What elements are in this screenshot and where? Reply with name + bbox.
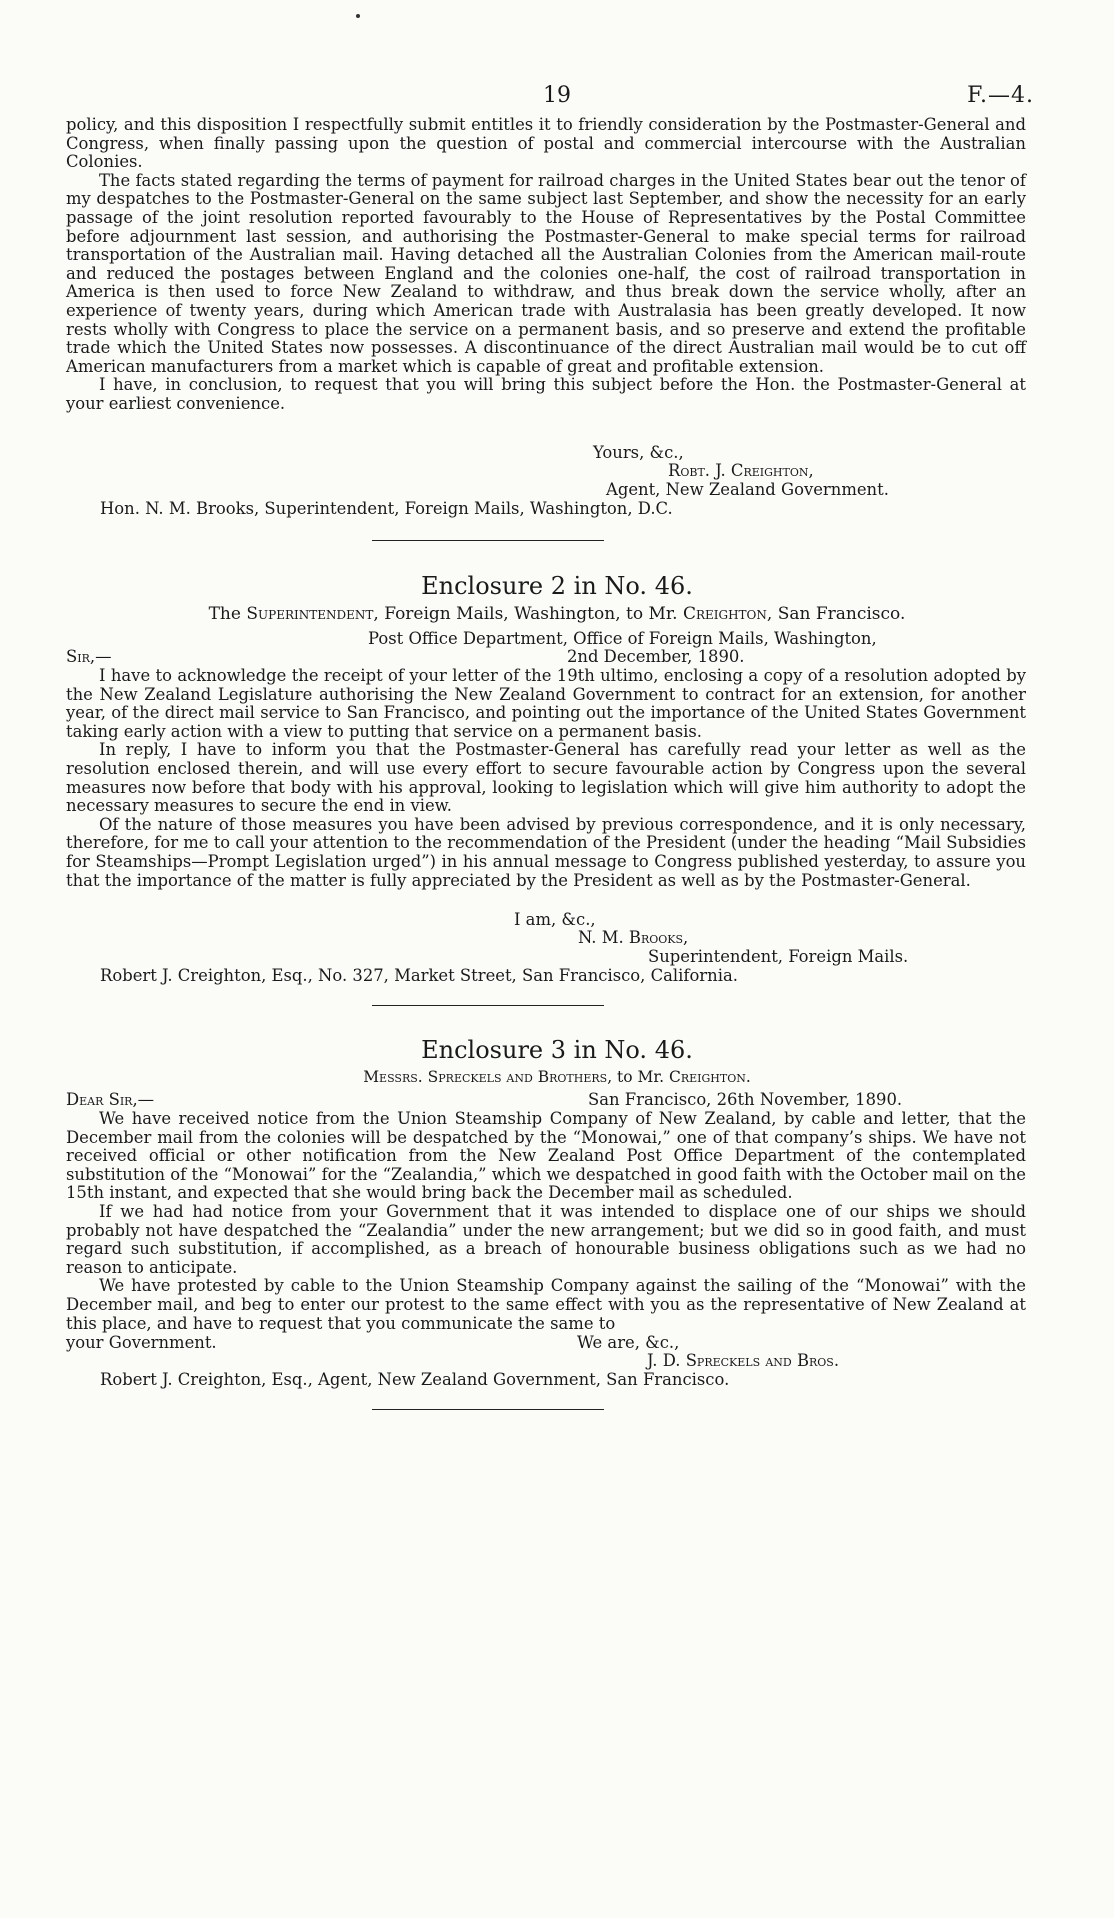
enclosure2-subheading: The Superintendent, Foreign Mails, Washington, to Mr. Creighton, San Francisco.: [208, 604, 906, 624]
section-divider: [372, 1005, 604, 1006]
letter1-addressee: Hon. N. M. Brooks, Superintendent, Foreign Mails, Washington, D.C.: [100, 499, 673, 518]
enclosure2-addressee: Robert J. Creighton, Esq., No. 327, Market Street, San Francisco, California.: [100, 966, 738, 985]
enclosure3-signer: J. D. Spreckels and Bros.: [647, 1351, 840, 1370]
letter1-paragraph: I have, in conclusion, to request that you will bring this subject before the Hon. the Postmaster-General at your earliest convenience.: [66, 375, 1026, 413]
enclosure3-closing: We are, &c.,: [577, 1333, 680, 1352]
enclosure2-signer: N. M. Brooks,: [578, 928, 689, 947]
section-divider: [372, 1409, 604, 1410]
enclosure3-salutation: Dear Sir,—: [66, 1090, 155, 1109]
page-number: 19: [543, 83, 571, 108]
enclosure3-subheading: Messrs. Spreckels and Brothers, to Mr. Creighton.: [363, 1068, 751, 1086]
section-divider: [372, 540, 604, 541]
enclosure2-salutation: Sir,—: [66, 647, 112, 666]
enclosure2-heading: Enclosure 2 in No. 46.: [421, 572, 693, 600]
enclosure2-closing: I am, &c.,: [514, 910, 596, 929]
document-reference: F.—4.: [967, 83, 1034, 108]
enclosure2-paragraph: In reply, I have to inform you that the Postmaster-General has carefully read your letter as well as the resolution enclosed therein, and will use every effort to secure favourable action by Congress upon the several measures now before that body with his approval, looking to legislation which will give him authority to adopt the necessary measures to secure the end in view.: [66, 740, 1026, 816]
letter1-body: [66, 116, 1026, 414]
enclosure3-date: San Francisco, 26th November, 1890.: [588, 1090, 903, 1109]
letter1-signer: Robt. J. Creighton,: [668, 461, 814, 480]
enclosure2-date: 2nd December, 1890.: [567, 647, 745, 666]
enclosure2-address: Post Office Department, Office of Foreign Mails, Washington,: [368, 629, 877, 648]
letter1-paragraph: policy, and this disposition I respectfully submit entitles it to friendly consideration by the Postmaster-General and Congress, when finally passing upon the question of postal and commercial intercourse with the Australian Colonies.: [66, 115, 1026, 172]
enclosure3-heading: Enclosure 3 in No. 46.: [421, 1036, 693, 1064]
enclosure2-title: Superintendent, Foreign Mails.: [648, 947, 909, 966]
enclosure2-paragraph: I have to acknowledge the receipt of your letter of the 19th ultimo, enclosing a copy of a resolution adopted by the New Zealand Legislature authorising the New Zealand Government to contract for an extension, for another year, of the direct mail service to San Francisco, and pointing out the importance of the United States Government taking early action with a view to putting that service on a permanent basis.: [66, 666, 1026, 741]
enclosure3-paragraph: If we had had notice from your Government that it was intended to displace one of our ships we should probably not have despatched the “Zealandia” under the new arrangement; but we did so in good faith, and must regard such substitution, if accomplished, as a breach of honourable business obligations such as we had no reason to anticipate.: [66, 1201, 1026, 1277]
enclosure2-body: [66, 667, 1026, 890]
enclosure3-paragraph: We have protested by cable to the Union Steamship Company against the sailing of the “Monowai” with the December mail, and beg to enter our protest to the same effect with you as the representative of New Zealand at this place, and have to request that you communicate the same to: [66, 1276, 1026, 1333]
letter1-title: Agent, New Zealand Government.: [606, 480, 889, 499]
enclosure3-addressee: Robert J. Creighton, Esq., Agent, New Zealand Government, San Francisco.: [100, 1370, 730, 1389]
enclosure3-last-line: your Government.: [66, 1333, 217, 1352]
letter1-closing: Yours, &c.,: [593, 443, 684, 462]
ink-speck: [356, 14, 360, 18]
enclosure3-body: [66, 1110, 1026, 1333]
enclosure3-paragraph: We have received notice from the Union Steamship Company of New Zealand, by cable and letter, that the December mail from the colonies will be despatched by the “Monowai,” one of that company’s ships. We have not received official or other notification from the New Zealand Post Office Department of the contemplated substitution of the “Monowai” for the “Zealandia,” which we despatched in good faith with the October mail on the 15th instant, and expected that she would bring back the December mail as scheduled.: [66, 1109, 1026, 1203]
letter1-paragraph: The facts stated regarding the terms of payment for railroad charges in the United States bear out the tenor of my despatches to the Postmaster-General on the same subject last September, and show the necessity for an early passage of the joint resolution reported favourably to the House of Representatives by the Postal Committee before adjournment last session, and authorising the Postmaster-General to make special terms for railroad transportation of the Australian mail. Having detached all the Australian Colonies from the American mail-route and reduced the postages between England and the colonies one-half, the cost of railroad transportation in America is then used to force New Zealand to withdraw, and thus break down the service wholly, after an experience of twenty years, during which American trade with Australasia has been greatly developed. It now rests wholly with Congress to place the service on a permanent basis, and so preserve and extend the profitable trade which the United States now possesses. A discontinuance of the direct Australian mail would be to cut off American manufacturers from a market which is capable of great and profitable extension.: [66, 170, 1026, 376]
enclosure2-paragraph: Of the nature of those measures you have been advised by previous correspondence, and it is only necessary, therefore, for me to call your attention to the recommendation of the President (under the heading “Mail Subsidies for Steamships—Prompt Legislation urged”) in his annual message to Congress published yesterday, to assure you that the importance of the matter is fully appreciated by the President as well as by the Postmaster-General.: [66, 814, 1026, 890]
